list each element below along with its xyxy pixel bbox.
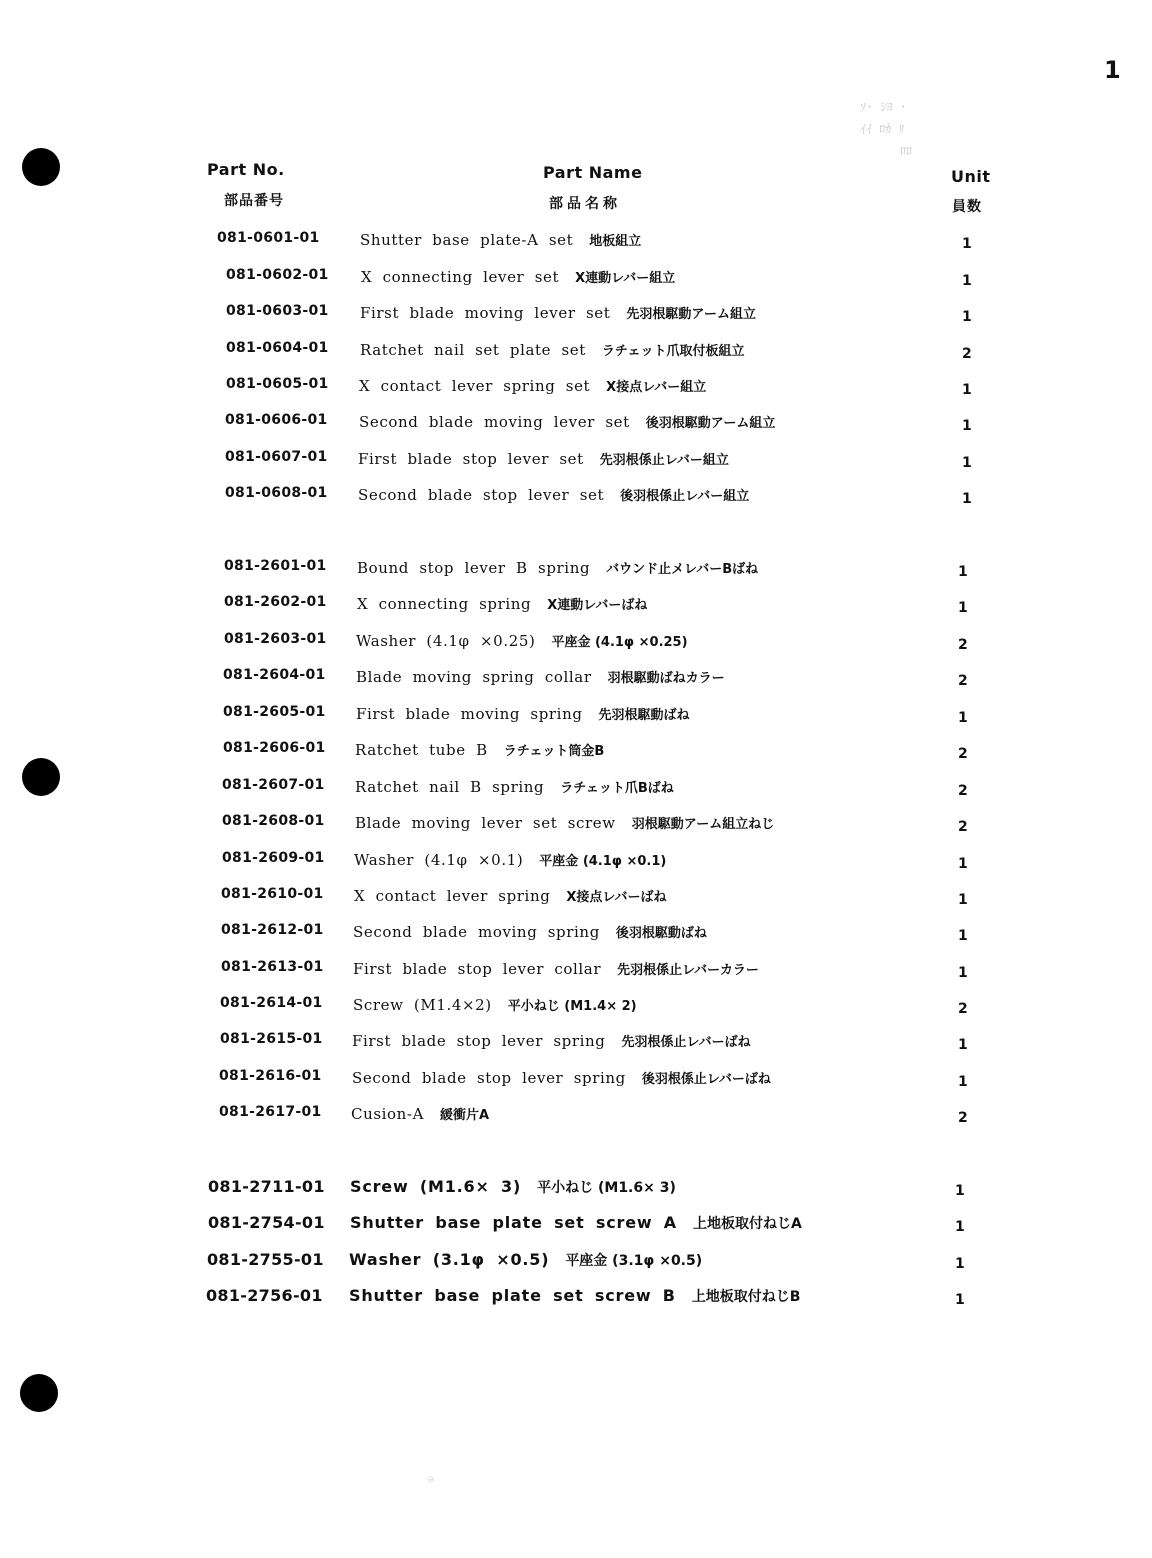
part-row <box>0 1177 1152 1203</box>
part-number: 081-2617-01 <box>219 1104 322 1120</box>
part-number: 081-2606-01 <box>223 740 326 756</box>
part-row <box>0 449 1152 475</box>
part-row <box>0 740 1152 766</box>
part-name <box>354 886 667 906</box>
part-name-jp: X連動レバーばね <box>547 598 648 613</box>
header-part-no-jp: 部品番号 <box>224 193 284 209</box>
part-name-jp: 後羽根係止レバーばね <box>641 1072 771 1087</box>
part-row <box>0 594 1152 620</box>
part-name-en: First blade moving lever set <box>360 304 611 322</box>
part-name <box>360 340 745 360</box>
part-name-jp: 先羽根係止レバー組立 <box>599 453 729 468</box>
part-name-en: First blade stop lever spring <box>352 1032 606 1050</box>
part-number: 081-2614-01 <box>220 995 323 1011</box>
part-name-en: Ratchet nail B spring <box>355 778 545 796</box>
part-name <box>353 995 637 1015</box>
part-name-en: X contact lever spring set <box>359 377 591 395</box>
part-row <box>0 412 1152 438</box>
part-number: 081-2754-01 <box>208 1213 325 1232</box>
faint-background-text: ｿ· ｼﾖ · ｲｲ ﾛｶ ﾘ ﾛﾛ <box>860 100 913 158</box>
unit-count: 1 <box>958 710 968 726</box>
part-name <box>360 303 756 323</box>
part-row <box>0 959 1152 985</box>
part-number: 081-2601-01 <box>224 558 327 574</box>
part-name-en: Washer (3.1φ ×0.5) <box>349 1250 550 1269</box>
part-name <box>354 850 666 870</box>
part-name-jp: 平小ねじ (M1.4× 2) <box>507 999 637 1014</box>
unit-count: 1 <box>958 564 968 580</box>
unit-count: 2 <box>958 783 968 799</box>
unit-count: 2 <box>958 746 968 762</box>
unit-count: 2 <box>958 819 968 835</box>
unit-count: 1 <box>955 1219 965 1235</box>
part-name-en: Shutter base plate set screw B <box>349 1286 676 1305</box>
part-name <box>356 631 688 651</box>
part-name-en: Shutter base plate set screw A <box>350 1213 677 1232</box>
unit-count: 1 <box>958 1074 968 1090</box>
part-name <box>355 813 774 833</box>
part-number: 081-2604-01 <box>223 667 326 683</box>
part-name-en: Second blade moving spring <box>353 923 600 941</box>
part-name-en: Ratchet nail set plate set <box>360 341 586 359</box>
part-name-jp: 後羽根係止レバー組立 <box>620 489 750 504</box>
part-row <box>0 886 1152 912</box>
part-name <box>358 449 729 469</box>
part-name-jp: 地板組立 <box>589 234 642 249</box>
part-name-en: Blade moving spring collar <box>356 668 592 686</box>
binder-hole-bottom <box>20 1374 58 1412</box>
unit-count: 1 <box>955 1292 965 1308</box>
part-number: 081-0601-01 <box>217 230 320 246</box>
part-number: 081-2612-01 <box>221 922 324 938</box>
part-name-jp: 平座金 (3.1φ ×0.5) <box>565 1253 703 1269</box>
part-name <box>359 376 706 396</box>
part-number: 081-2613-01 <box>221 959 324 975</box>
part-number: 081-2616-01 <box>219 1068 322 1084</box>
unit-count: 2 <box>958 1001 968 1017</box>
scan-mark: ə <box>428 1474 435 1485</box>
part-row <box>0 631 1152 657</box>
part-name-jp: X接点レバーばね <box>566 890 667 905</box>
part-name-jp: 上地板取付ねじA <box>693 1216 802 1232</box>
part-name-en: X connecting lever set <box>361 268 560 286</box>
part-number: 081-2605-01 <box>223 704 326 720</box>
part-number: 081-2755-01 <box>207 1250 324 1269</box>
unit-count: 1 <box>958 928 968 944</box>
binder-hole-top <box>22 148 60 186</box>
unit-count: 1 <box>962 236 972 252</box>
part-name-en: X connecting spring <box>357 595 532 613</box>
part-name-jp: 平小ねじ (M1.6× 3) <box>537 1180 676 1196</box>
part-row <box>0 1031 1152 1057</box>
part-name-en: Second blade moving lever set <box>359 413 630 431</box>
part-number: 081-2615-01 <box>220 1031 323 1047</box>
unit-count: 1 <box>962 418 972 434</box>
part-name <box>353 959 759 979</box>
part-name-jp: 後羽根駆動アーム組立 <box>645 416 776 431</box>
part-row <box>0 813 1152 839</box>
unit-count: 1 <box>962 382 972 398</box>
part-name <box>351 1104 489 1124</box>
part-name <box>359 412 775 432</box>
part-name-jp: バウンド止メレバーBばね <box>606 562 759 577</box>
part-row <box>0 850 1152 876</box>
part-row <box>0 558 1152 584</box>
unit-count: 1 <box>962 273 972 289</box>
part-number: 081-2607-01 <box>222 777 325 793</box>
part-name-jp: ラチェット爪取付板組立 <box>601 344 745 359</box>
unit-count: 2 <box>958 1110 968 1126</box>
part-name-en: Screw (M1.4×2) <box>353 996 492 1014</box>
header-part-name: Part Name <box>543 163 643 182</box>
unit-count: 2 <box>958 637 968 653</box>
part-row <box>0 1286 1152 1312</box>
unit-count: 1 <box>962 455 972 471</box>
part-name-en: Second blade stop lever spring <box>352 1069 626 1087</box>
part-name-en: X contact lever spring <box>354 887 551 905</box>
part-name-en: Screw (M1.6× 3) <box>350 1177 522 1196</box>
unit-count: 1 <box>955 1183 965 1199</box>
part-name-jp: 先羽根係止レバーばね <box>621 1035 751 1050</box>
part-name <box>350 1177 676 1197</box>
part-name-jp: X接点レバー組立 <box>606 380 707 395</box>
header-part-name-jp: 部品名称 <box>549 196 621 212</box>
part-number: 081-0603-01 <box>226 303 329 319</box>
part-number: 081-2609-01 <box>222 850 325 866</box>
part-row <box>0 704 1152 730</box>
part-name <box>352 1031 751 1051</box>
part-name <box>361 267 675 287</box>
part-row <box>0 1213 1152 1239</box>
part-row <box>0 1104 1152 1130</box>
part-name-en: Washer (4.1φ ×0.25) <box>356 632 536 650</box>
part-name-jp: 緩衝片A <box>440 1108 490 1123</box>
unit-count: 1 <box>958 892 968 908</box>
part-name <box>356 704 690 724</box>
unit-count: 1 <box>958 965 968 981</box>
part-name <box>350 1213 802 1233</box>
part-number: 081-2756-01 <box>206 1286 323 1305</box>
part-name-jp: 羽根駆動ばねカラー <box>607 671 725 686</box>
unit-count: 2 <box>958 673 968 689</box>
part-name-en: Second blade stop lever set <box>358 486 605 504</box>
part-name-jp: 先羽根駆動アーム組立 <box>626 307 757 322</box>
part-name-jp: 後羽根駆動ばね <box>615 926 707 941</box>
part-number: 081-2602-01 <box>224 594 327 610</box>
unit-count: 1 <box>955 1256 965 1272</box>
part-number: 081-0608-01 <box>225 485 328 501</box>
part-name-en: First blade stop lever collar <box>353 960 602 978</box>
part-name-en: First blade stop lever set <box>358 450 584 468</box>
part-row <box>0 303 1152 329</box>
header-part-no: Part No. <box>207 160 285 179</box>
unit-count: 1 <box>962 491 972 507</box>
part-name-en: First blade moving spring <box>356 705 583 723</box>
part-row <box>0 230 1152 256</box>
part-row <box>0 995 1152 1021</box>
part-number: 081-0604-01 <box>226 340 329 356</box>
part-name-en: Blade moving lever set screw <box>355 814 616 832</box>
part-name-jp: 上地板取付ねじB <box>691 1289 801 1305</box>
part-row <box>0 376 1152 402</box>
part-row <box>0 777 1152 803</box>
part-number: 081-2711-01 <box>208 1177 325 1196</box>
part-row <box>0 267 1152 293</box>
part-name <box>360 230 641 250</box>
header-unit-jp: 員数 <box>952 199 982 215</box>
part-name-jp: 平座金 (4.1φ ×0.25) <box>551 635 688 650</box>
part-name <box>353 922 707 942</box>
part-name-jp: 先羽根駆動ばね <box>598 708 690 723</box>
part-name-jp: 平座金 (4.1φ ×0.1) <box>539 854 667 869</box>
part-name-en: Shutter base plate-A set <box>360 231 574 249</box>
part-name <box>349 1286 800 1306</box>
part-name-en: Washer (4.1φ ×0.1) <box>354 851 524 869</box>
unit-count: 1 <box>958 1037 968 1053</box>
unit-count: 1 <box>958 600 968 616</box>
part-name <box>357 594 647 614</box>
part-number: 081-0605-01 <box>226 376 329 392</box>
part-name <box>349 1250 702 1270</box>
part-row <box>0 340 1152 366</box>
part-number: 081-2603-01 <box>224 631 327 647</box>
part-row <box>0 1250 1152 1276</box>
page-number: 1 <box>1104 56 1121 84</box>
unit-count: 1 <box>958 856 968 872</box>
part-name-jp: ラチェット筒金B <box>503 744 605 759</box>
part-name-en: Bound stop lever B spring <box>357 559 591 577</box>
part-number: 081-0607-01 <box>225 449 328 465</box>
part-name-en: Ratchet tube B <box>355 741 488 759</box>
part-number: 081-2608-01 <box>222 813 325 829</box>
part-name-jp: X連動レバー組立 <box>575 271 676 286</box>
part-name <box>358 485 749 505</box>
unit-count: 2 <box>962 346 972 362</box>
part-name <box>355 740 604 760</box>
part-name-jp: 羽根駆動アーム組立ねじ <box>631 817 775 832</box>
part-name <box>357 558 758 578</box>
part-name <box>356 667 725 687</box>
part-number: 081-0602-01 <box>226 267 329 283</box>
part-row <box>0 1068 1152 1094</box>
part-row <box>0 485 1152 511</box>
part-row <box>0 922 1152 948</box>
part-name-en: Cusion-A <box>351 1105 425 1123</box>
part-name-jp: 先羽根係止レバーカラー <box>617 963 759 978</box>
part-name <box>355 777 674 797</box>
unit-count: 1 <box>962 309 972 325</box>
header-unit: Unit <box>951 167 991 186</box>
part-number: 081-2610-01 <box>221 886 324 902</box>
part-name-jp: ラチェット爪Bばね <box>560 781 674 796</box>
part-name <box>352 1068 771 1088</box>
part-number: 081-0606-01 <box>225 412 328 428</box>
part-row <box>0 667 1152 693</box>
